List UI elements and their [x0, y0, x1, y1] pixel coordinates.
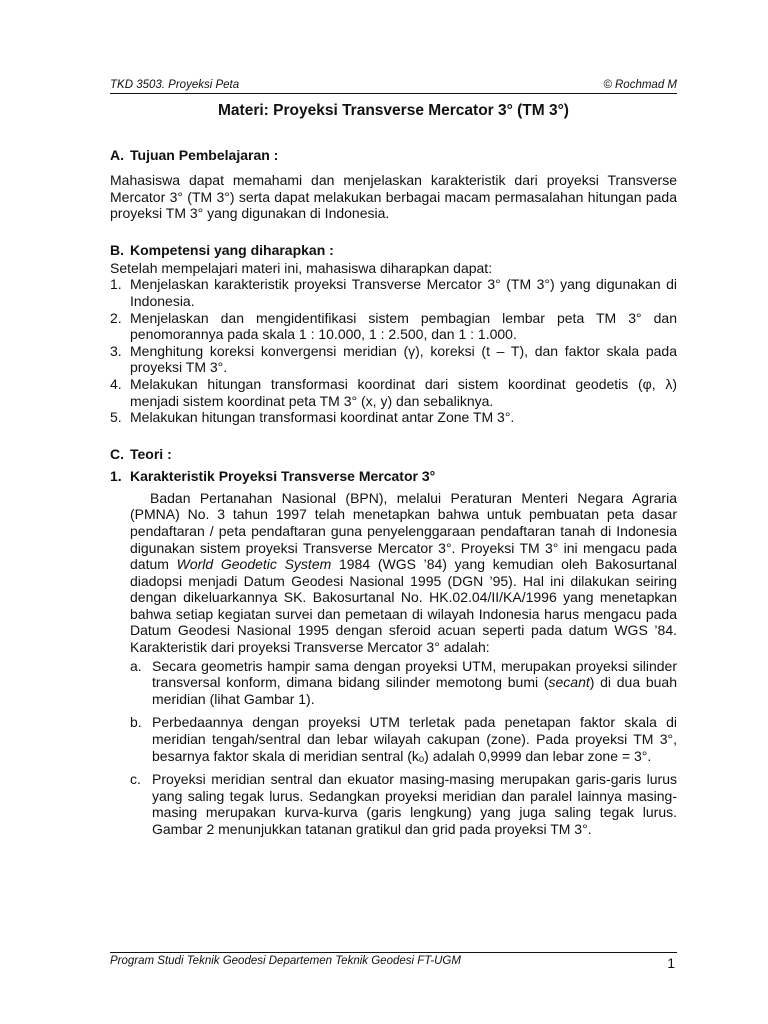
list-item: c. Proyeksi meridian sentral dan ekuator masing-masing merupakan garis-garis lurus yang saling tegak lurus. Sedangkan proyeksi meridian dan paralel lainnya masing-masing merupakan kurva-kurva (garis lengkung) yang juga saling tegak lurus. Gambar 2 menunjukkan tatanan gratikul dan grid pada proyeksi TM 3°. — [130, 771, 677, 837]
subsection-number: 1. — [110, 467, 122, 484]
list-item: 5. Melakukan hitungan transformasi koordinat antar Zone TM 3°. — [110, 409, 515, 426]
section-b-letter: B. — [110, 241, 124, 258]
page-footer — [110, 952, 677, 971]
list-item: 4. Melakukan hitungan transformasi koordinat dari sistem koordinat geodetis (φ, λ) menjadi sistem koordinat peta TM 3° (x, y) dan sebaliknya. — [110, 375, 677, 409]
section-c-heading — [110, 446, 677, 462]
list-item: a. Secara geometris hampir sama dengan proyeksi UTM, merupakan proyeksi silinder transversal konform, dimana bidang silinder memotong bumi (secant) di dua buah meridian (lihat Gambar 1). — [130, 657, 677, 707]
section-a-heading — [110, 147, 677, 163]
list-item: 3. Menghitung koreksi konvergensi meridian (γ), koreksi (t – T), dan faktor skala pada proyeksi TM 3°. — [110, 342, 677, 376]
list-item: b. Perbedaannya dengan proyeksi UTM terletak pada penetapan faktor skala di meridian tengah/sentral dan lebar wilayah cakupan (zone). Pada proyeksi TM 3°, besarnya faktor skala di meridian sentral (kₒ) adalah 0,9999 dan lebar zone = 3°. — [130, 714, 677, 764]
list-item: 2. Menjelaskan dan mengidentifikasi sistem pembagian lembar peta TM 3° dan penomorannya pada skala 1 : 10.000, 1 : 2.500, dan 1 : 1.000. — [110, 309, 677, 343]
section-b-intro: Setelah mempelajari materi ini, mahasiswa diharapkan dapat: — [110, 259, 493, 276]
characteristics-list — [110, 658, 677, 838]
theory-paragraph: Badan Pertanahan Nasional (BPN), melalui Peraturan Menteri Negara Agraria (PMNA) No. 3 tahun 1997 telah menetapkan bahwa untuk pembuatan peta dasar pendaftaran / peta pendaftaran guna penyelenggaraan pendaftaran tanah di Indonesia digunakan sistem proyeksi Transverse Mercator 3°. Proyeksi TM 3° ini mengacu pada datum World Geodetic System 1984 (WGS ’84) yang kemudian oleh Bakosurtanal diadopsi menjadi Datum Geodesi Nasional 1995 (DGN ’95). Hal ini dilakukan seiring dengan dikeluarkannya SK. Bakosurtanal No. HK.02.04/II/KA/1996 yang menetapkan bahwa setiap kegiatan survei dan pemetaan di wilayah Indonesia harus mengacu pada Datum Geodesi Nasional 1995 dengan sferoid acuan seperti pada datum WGS ’84. Karakteristik dari proyeksi Transverse Mercator 3° adalah: — [130, 489, 677, 656]
header-author: © Rochmad M — [603, 79, 677, 91]
list-item: 1. Menjelaskan karakteristik proyeksi Transverse Mercator 3° (TM 3°) yang digunakan di Indonesia. — [110, 276, 677, 309]
section-a-title: Tujuan Pembelajaran : — [130, 147, 279, 163]
page-number: 1 — [667, 955, 675, 971]
page-header — [110, 78, 677, 94]
document-page — [110, 78, 677, 845]
document-title: Materi: Proyeksi Transverse Mercator 3° (TM 3°) — [218, 102, 569, 119]
subsection-title: Karakteristik Proyeksi Transverse Mercator 3° — [130, 467, 436, 484]
footer-department: Program Studi Teknik Geodesi Departemen Teknik Geodesi FT-UGM — [110, 955, 461, 967]
section-a-letter: A. — [110, 147, 124, 163]
competency-list — [110, 276, 677, 425]
section-c-title: Teori : — [130, 445, 172, 462]
section-b-heading — [110, 242, 677, 258]
section-a-body: Mahasiswa dapat memahami dan menjelaskan karakteristik dari proyeksi Transverse Mercator 3° (TM 3°) serta dapat melakukan berbagai macam permasalahan hitungan pada proyeksi TM 3° yang digunakan di Indonesia. — [110, 172, 677, 222]
subsection-heading — [110, 468, 677, 484]
section-c-letter: C. — [110, 445, 124, 462]
header-course: TKD 3503. Proyeksi Peta — [110, 79, 240, 91]
section-b-title: Kompetensi yang diharapkan : — [130, 241, 334, 258]
